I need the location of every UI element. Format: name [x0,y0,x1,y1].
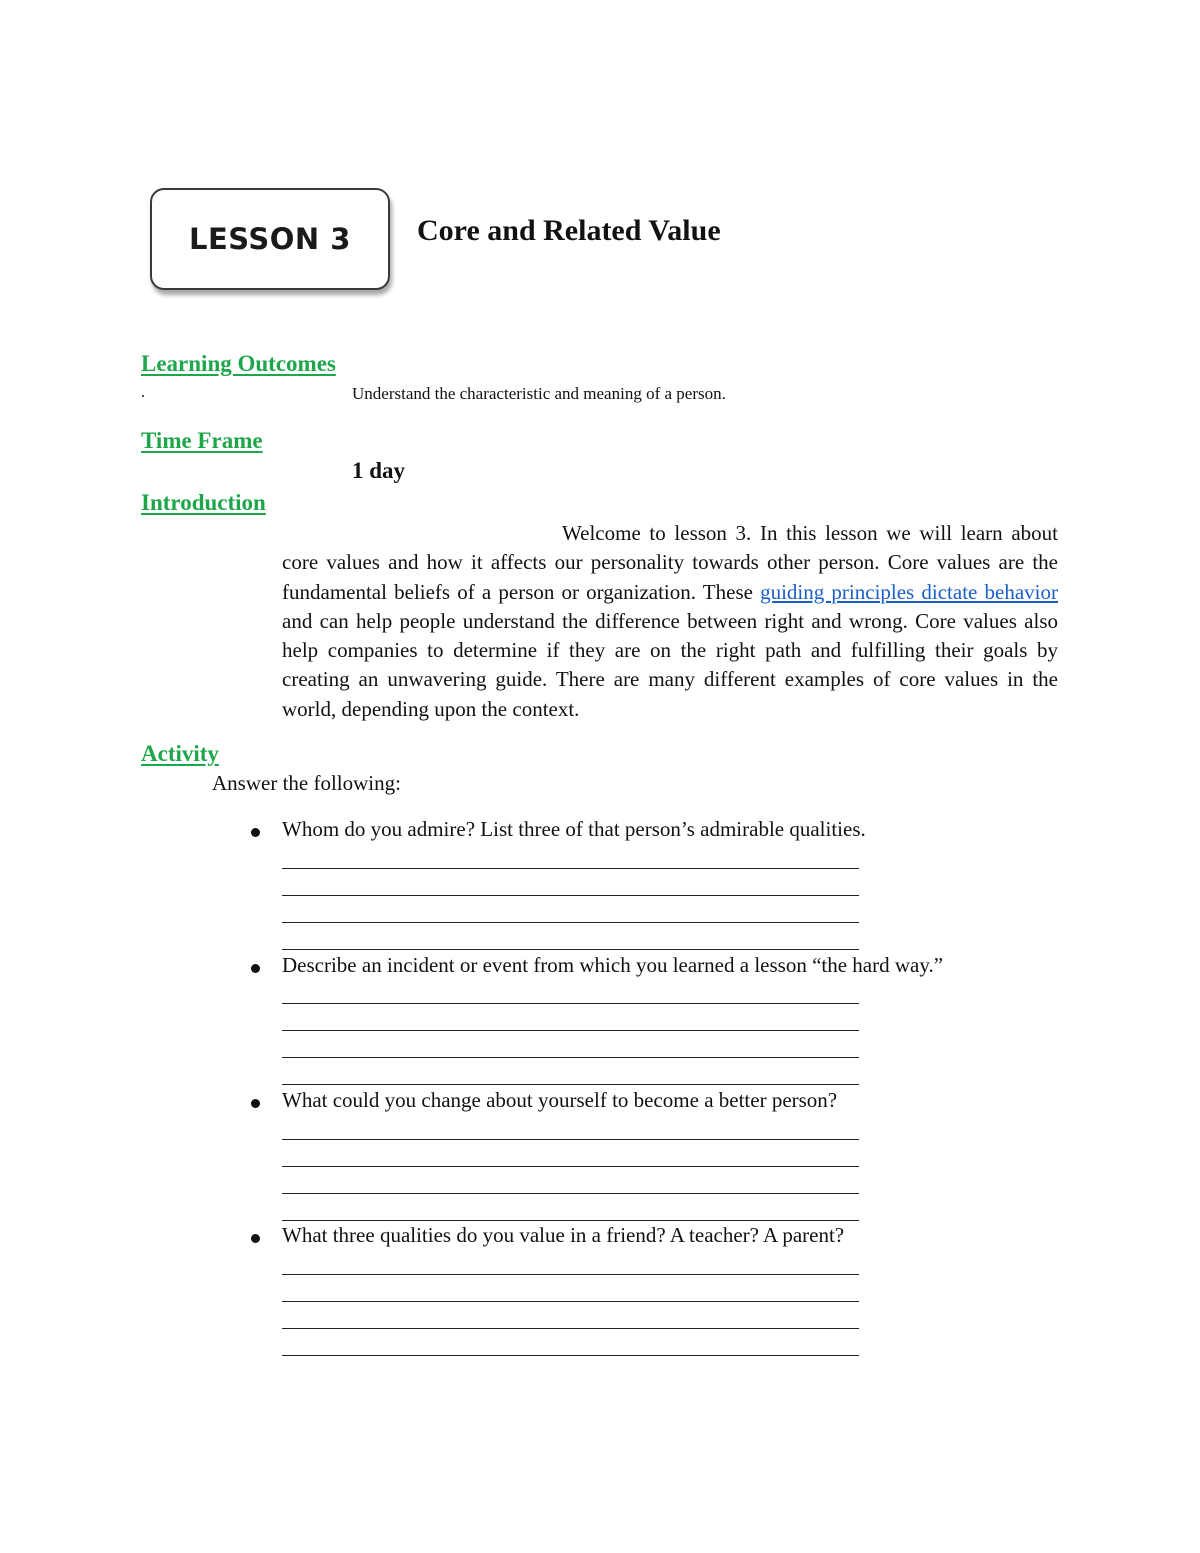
answer-line[interactable] [282,1084,859,1085]
guiding-principles-link[interactable]: guiding principles dictate behavior [760,579,1058,604]
intro-text-end: and can help people understand the difference between right and wrong. Core values also help companies to determine if they are on the right path and fulfilling their goals by creating an unwavering guide. There are many different examples of core values in the world, depending upon the context. [282,608,1058,721]
question-text: Describe an incident or event from which you learned a lesson “the hard way.” [282,953,944,977]
time-frame-value: 1 day [352,458,406,483]
outcome-marker: . [141,384,145,401]
question-text: What three qualities do you value in a friend? A teacher? A parent? [282,1223,845,1247]
introduction-heading: Introduction [141,490,266,515]
answer-line[interactable] [282,1220,859,1221]
page-title: Core and Related Value [417,214,721,247]
answer-line[interactable] [282,1301,859,1302]
activity-instruction: Answer the following: [212,771,401,795]
lesson-badge [150,188,390,290]
answer-line[interactable] [282,1057,859,1058]
learning-outcome-text: Understand the characteristic and meaning of a person. [352,384,726,403]
bullet-icon [251,1234,260,1243]
bullet-icon [251,828,260,837]
intro-text-start: Welcome to lesson 3. In this lesson we will learn about core values and how it affects our personality towards other person. Core values are the fundamental beliefs of a person or organization. These [282,521,1058,604]
answer-line[interactable] [282,1139,859,1140]
answer-line[interactable] [282,949,859,950]
answer-line[interactable] [282,1274,859,1275]
question-text: Whom do you admire? List three of that person’s admirable qualities. [282,817,866,841]
answer-line[interactable] [282,1166,859,1167]
time-frame-heading: Time Frame [141,428,263,453]
answer-line[interactable] [282,1030,859,1031]
lesson-badge-label: LESSON 3 [189,222,351,256]
answer-line[interactable] [282,1193,859,1194]
answer-line[interactable] [282,1355,859,1356]
activity-heading: Activity [141,741,219,766]
answer-line[interactable] [282,868,859,869]
bullet-icon [251,1099,260,1108]
answer-line[interactable] [282,922,859,923]
bullet-icon [251,964,260,973]
answer-line[interactable] [282,1328,859,1329]
answer-line[interactable] [282,895,859,896]
learning-outcomes-heading: Learning Outcomes [141,351,336,376]
question-text: What could you change about yourself to become a better person? [282,1088,838,1112]
introduction-paragraph [282,519,1058,724]
answer-line[interactable] [282,1003,859,1004]
